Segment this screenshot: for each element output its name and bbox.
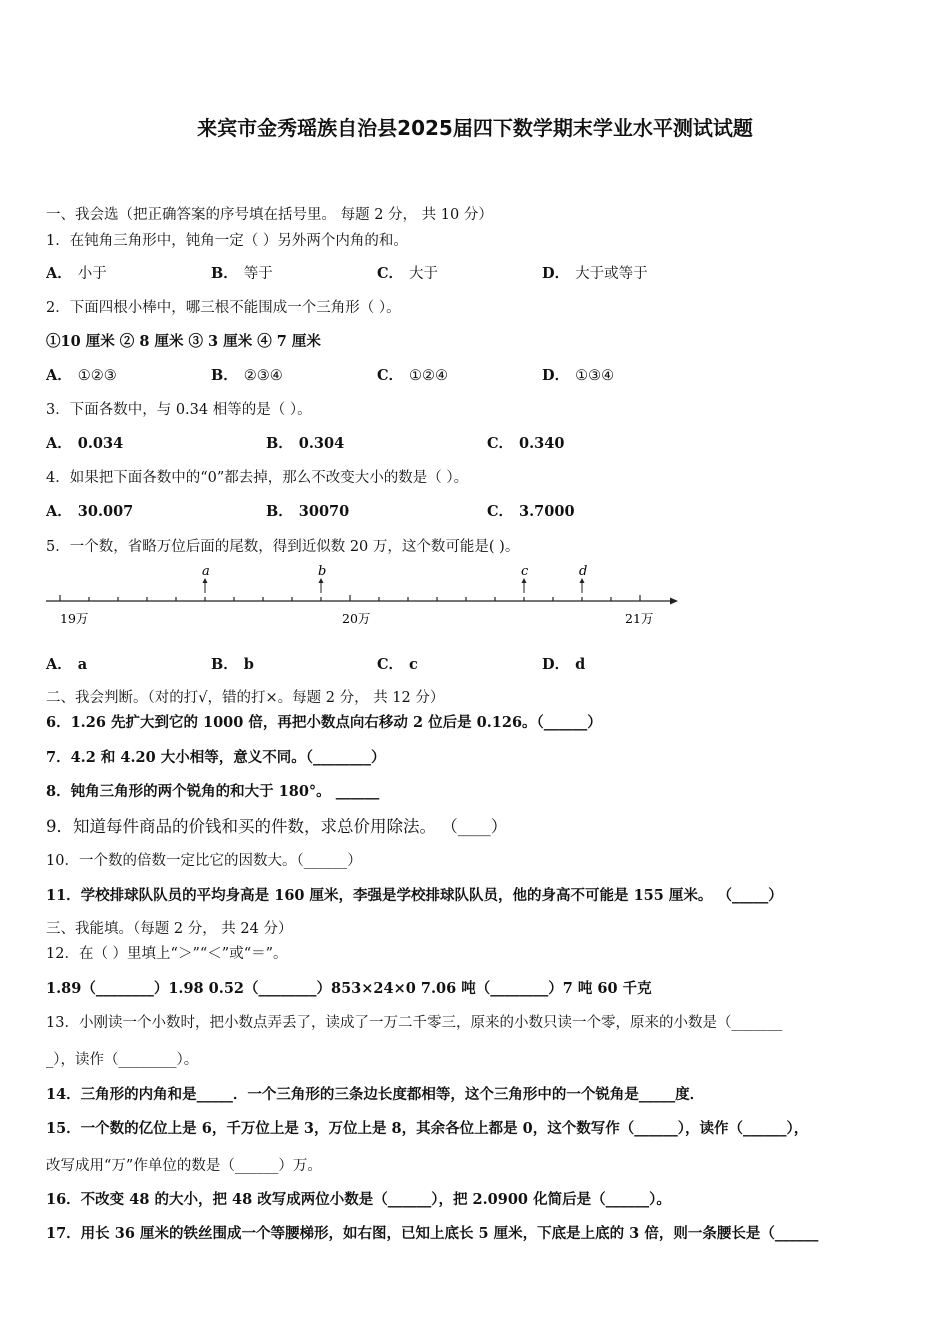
point-label-a: a (202, 564, 210, 579)
question-11: 11．学校排球队队员的平均身高是 160 厘米，李强是学校排球队队员，他的身高不可能是 155 厘米。 （_____） (46, 887, 783, 904)
q2-sticks: ①10 厘米 ② 8 厘米 ③ 3 厘米 ④ 7 厘米 (46, 333, 321, 350)
axis-label-mid: 20万 (342, 611, 371, 626)
q3-option-a[interactable]: A． 0.034 (46, 435, 124, 452)
question-10: 10．一个数的倍数一定比它的因数大。（______） (46, 853, 362, 869)
number-line-arrowhead (670, 598, 678, 605)
q12-comparisons: 1.89（________）1.98 0.52（________）853×24×0 7.06 吨（________）7 吨 60 千克 (46, 980, 652, 997)
question-1: 1．在钝角三角形中，钝角一定（ ）另外两个内角的和。 (46, 233, 408, 249)
q2-option-c[interactable]: C． ①②④ (377, 367, 449, 384)
question-13-line-2: _），读作（________）。 (46, 1052, 199, 1068)
point-label-b: b (318, 564, 327, 579)
question-12: 12．在（ ）里填上“＞”“＜”或“＝”。 (46, 946, 288, 962)
question-9: 9．知道每件商品的价钱和买的件数，求总价用除法。 （____） (46, 817, 508, 836)
q1-option-a[interactable]: A． 小于 (46, 265, 107, 282)
section-1-heading: 一、我会选（把正确答案的序号填在括号里。 每题 2 分， 共 10 分） (46, 207, 493, 223)
axis-label-end: 21万 (625, 611, 654, 626)
number-line-figure (40, 558, 690, 633)
q5-option-d[interactable]: D． d (542, 656, 586, 673)
question-5: 5．一个数，省略万位后面的尾数，得到近似数 20 万，这个数可能是( )。 (46, 539, 520, 555)
question-2: 2．下面四根小棒中，哪三根不能围成一个三角形（ ）。 (46, 300, 401, 316)
q5-option-a[interactable]: A． a (46, 656, 88, 673)
question-6: 6．1.26 先扩大到它的 1000 倍，再把小数点向右移动 2 位后是 0.126。（______） (46, 714, 602, 731)
section-3-heading: 三、我能填。（每题 2 分， 共 24 分） (46, 921, 293, 937)
q3-option-c[interactable]: C． 0.340 (487, 435, 565, 452)
question-13-line-1: 13．小刚读一个小数时，把小数点弄丢了，读成了一万二千零三，原来的小数只读一个零，原来的小数是（_______ (46, 1015, 783, 1031)
question-14: 14．三角形的内角和是_____．一个三角形的三条边长度都相等，这个三角形中的一个锐角是_____度． (46, 1086, 705, 1103)
question-17: 17．用长 36 厘米的铁丝围成一个等腰梯形，如右图，已知上底长 5 厘米，下底是上底的 3 倍，则一条腰长是（______ (46, 1225, 819, 1242)
q4-option-c[interactable]: C． 3.7000 (487, 503, 575, 520)
point-label-c: c (521, 564, 529, 579)
q5-option-b[interactable]: B． b (211, 656, 254, 673)
q2-option-a[interactable]: A． ①②③ (46, 367, 117, 384)
q2-option-d[interactable]: D． ①③④ (542, 367, 615, 384)
q4-option-b[interactable]: B． 30070 (266, 503, 350, 520)
q1-option-d[interactable]: D． 大于或等于 (542, 265, 648, 282)
question-15-line-2: 改写成用“万”作单位的数是（______）万。 (46, 1158, 322, 1174)
q5-option-c[interactable]: C． c (377, 656, 418, 673)
q4-option-a[interactable]: A． 30.007 (46, 503, 134, 520)
q2-option-b[interactable]: B． ②③④ (211, 367, 283, 384)
question-16: 16．不改变 48 的大小，把 48 改写成两位小数是（______），把 2.0900 化简后是（______）。 (46, 1191, 671, 1208)
page-title: 来宾市金秀瑶族自治县2025届四下数学期末学业水平测试试题 (197, 116, 753, 140)
question-15-line-1: 15．一个数的亿位上是 6，千万位上是 3，万位上是 8，其余各位上都是 0，这个数写作（______），读作（______）， (46, 1120, 809, 1137)
q1-option-c[interactable]: C． 大于 (377, 265, 439, 282)
q1-option-b[interactable]: B． 等于 (211, 265, 273, 282)
question-4: 4．如果把下面各数中的“0”都去掉，那么不改变大小的数是（ ）。 (46, 470, 469, 486)
q3-option-b[interactable]: B． 0.304 (266, 435, 345, 452)
question-3: 3．下面各数中，与 0.34 相等的是（ ）。 (46, 402, 312, 418)
question-7: 7．4.2 和 4.20 大小相等，意义不同。（________） (46, 749, 386, 766)
question-8: 8．钝角三角形的两个锐角的和大于 180°。 ______ (46, 783, 380, 800)
point-label-d: d (579, 564, 588, 579)
axis-label-start: 19万 (60, 611, 89, 626)
section-2-heading: 二、我会判断。（对的打√，错的打×。每题 2 分， 共 12 分） (46, 690, 445, 706)
